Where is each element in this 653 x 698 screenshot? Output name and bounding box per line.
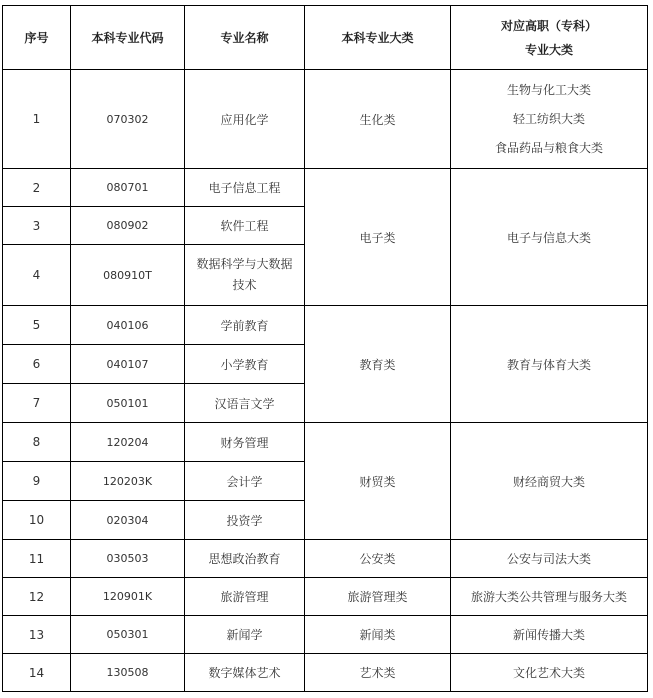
category-cell: 公安类 [305, 540, 451, 578]
name-cell: 财务管理 [185, 423, 305, 462]
code-cell: 050301 [71, 616, 185, 654]
seq-cell: 8 [3, 423, 71, 462]
category-cell: 生化类 [305, 70, 451, 169]
table-row [3, 540, 648, 578]
code-cell: 070302 [71, 70, 185, 169]
vocational-item: 生物与化工大类 [506, 82, 591, 97]
code-cell: 120203K [71, 462, 185, 501]
seq-cell: 5 [3, 306, 71, 345]
vocational-cell [451, 70, 648, 169]
code-cell: 040107 [71, 345, 185, 384]
vocational-cell: 电子与信息大类 [451, 169, 648, 306]
header-row [3, 6, 648, 70]
name-line: 技术 [232, 278, 257, 292]
code-cell: 120204 [71, 423, 185, 462]
seq-cell: 12 [3, 578, 71, 616]
code-cell: 040106 [71, 306, 185, 345]
category-cell: 新闻类 [305, 616, 451, 654]
table-row [3, 578, 648, 616]
name-cell [185, 245, 305, 306]
vocational-cell: 新闻传播大类 [451, 616, 648, 654]
seq-cell: 14 [3, 654, 71, 692]
name-cell: 软件工程 [185, 207, 305, 245]
name-cell: 新闻学 [185, 616, 305, 654]
category-cell: 电子类 [305, 169, 451, 306]
code-cell: 050101 [71, 384, 185, 423]
seq-cell: 11 [3, 540, 71, 578]
seq-cell: 3 [3, 207, 71, 245]
seq-cell: 6 [3, 345, 71, 384]
code-cell: 080701 [71, 169, 185, 207]
vocational-cell: 公安与司法大类 [451, 540, 648, 578]
seq-cell: 1 [3, 70, 71, 169]
vocational-cell: 教育与体育大类 [451, 306, 648, 423]
header-vocational-line2: 专业大类 [524, 42, 573, 57]
seq-cell: 7 [3, 384, 71, 423]
name-cell: 思想政治教育 [185, 540, 305, 578]
vocational-cell: 旅游大类公共管理与服务大类 [451, 578, 648, 616]
table-row [3, 169, 648, 207]
table-row [3, 306, 648, 345]
category-cell: 艺术类 [305, 654, 451, 692]
vocational-item: 轻工纺织大类 [512, 111, 585, 126]
name-cell: 数字媒体艺术 [185, 654, 305, 692]
code-cell: 030503 [71, 540, 185, 578]
header-name: 专业名称 [185, 6, 305, 70]
seq-cell: 2 [3, 169, 71, 207]
category-cell: 教育类 [305, 306, 451, 423]
name-cell: 会计学 [185, 462, 305, 501]
category-cell: 财贸类 [305, 423, 451, 540]
seq-cell: 9 [3, 462, 71, 501]
vocational-cell: 财经商贸大类 [451, 423, 648, 540]
code-cell: 080902 [71, 207, 185, 245]
table-row [3, 654, 648, 692]
header-seq: 序号 [3, 6, 71, 70]
name-cell: 旅游管理 [185, 578, 305, 616]
table-row [3, 423, 648, 462]
code-cell: 020304 [71, 501, 185, 540]
major-mapping-table [2, 5, 648, 692]
code-cell: 080910T [71, 245, 185, 306]
header-vocational [451, 6, 648, 70]
name-cell: 应用化学 [185, 70, 305, 169]
vocational-cell: 文化艺术大类 [451, 654, 648, 692]
name-cell: 电子信息工程 [185, 169, 305, 207]
name-cell: 投资学 [185, 501, 305, 540]
seq-cell: 4 [3, 245, 71, 306]
header-category: 本科专业大类 [305, 6, 451, 70]
name-line: 数据科学与大数据 [196, 257, 293, 271]
name-cell: 小学教育 [185, 345, 305, 384]
name-cell: 汉语言文学 [185, 384, 305, 423]
seq-cell: 13 [3, 616, 71, 654]
header-vocational-line1: 对应高职（专科） [500, 18, 597, 33]
code-cell: 130508 [71, 654, 185, 692]
vocational-item: 食品药品与粮食大类 [494, 140, 603, 155]
name-cell: 学前教育 [185, 306, 305, 345]
header-code: 本科专业代码 [71, 6, 185, 70]
code-cell: 120901K [71, 578, 185, 616]
table-row [3, 70, 648, 169]
category-cell: 旅游管理类 [305, 578, 451, 616]
seq-cell: 10 [3, 501, 71, 540]
table-row [3, 616, 648, 654]
